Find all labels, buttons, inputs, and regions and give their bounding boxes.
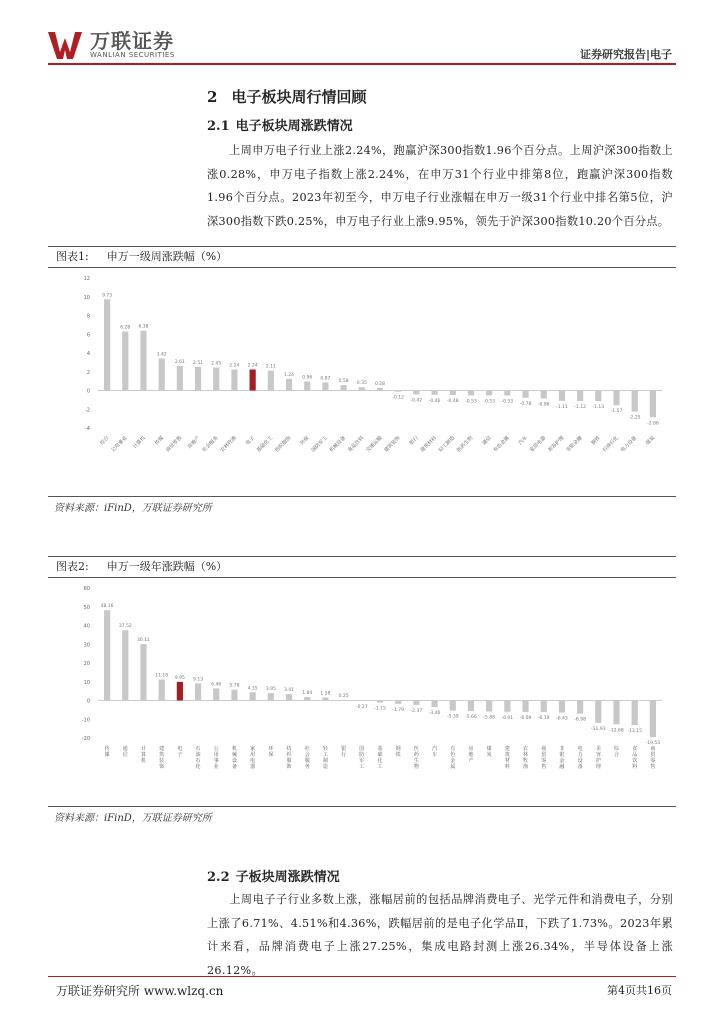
category-label: 有色金属 <box>492 435 511 454</box>
data-label: -13.15 <box>627 729 642 735</box>
y-tick-label: 6 <box>86 332 90 339</box>
bar <box>468 391 474 396</box>
section-title: 子板块周涨跌情况 <box>235 870 340 885</box>
figure1-header <box>48 246 676 268</box>
category-label: 非银金融 <box>565 435 584 454</box>
y-tick-label: 10 <box>83 679 90 686</box>
bar <box>341 385 347 390</box>
bar <box>632 391 638 412</box>
data-label: 0.28 <box>374 381 386 387</box>
wanlian-logo-icon <box>48 30 84 60</box>
bar <box>613 391 619 406</box>
data-label: -5.88 <box>483 715 495 721</box>
data-label: -0.46 <box>428 398 441 404</box>
category-label: 公用事业 <box>213 746 219 770</box>
logo-chinese-name: 万联证券 <box>90 29 174 53</box>
category-label: 通信 <box>481 435 493 447</box>
bar <box>413 701 419 705</box>
category-label: 农林牧渔 <box>523 746 529 770</box>
data-label: 9.95 <box>174 675 185 681</box>
data-label: 4.35 <box>247 686 258 692</box>
category-label: 商贸零售 <box>650 746 656 770</box>
bar <box>104 299 110 390</box>
bar <box>231 370 237 391</box>
bar <box>304 382 310 391</box>
bar <box>322 698 328 701</box>
y-tick-label: 0 <box>86 698 90 705</box>
category-label: 医药生物 <box>455 435 475 454</box>
category-label: 石油石化 <box>601 435 620 454</box>
category-label: 电子 <box>177 746 183 758</box>
footer-divider <box>48 976 676 977</box>
data-label: -2.86 <box>647 421 659 427</box>
section-title: 电子板块周涨跌情况 <box>235 119 353 134</box>
category-label: 传媒 <box>104 746 110 758</box>
bar <box>577 701 583 714</box>
data-label: -0.53 <box>465 399 477 405</box>
bar <box>431 701 437 707</box>
data-label: -6.09 <box>519 715 532 721</box>
bar <box>595 391 601 402</box>
data-label: -0.53 <box>501 399 514 405</box>
category-label: 煤炭 <box>644 435 657 447</box>
data-label: -3.46 <box>428 710 441 716</box>
bar <box>122 332 128 391</box>
bar <box>395 391 401 392</box>
paragraph-text: 上周电子子行业多数上涨，涨幅居前的包括品牌消费电子、光学元件和消费电子，分别上涨了6.71%、4.51%和4.36%，跌幅居前的是电子化学品Ⅱ，下跌了1.73%。2023年累计来看，品牌消费电子上涨27.25%，集成电路封测上涨26.34%，半导体设备上涨26.12%。 <box>207 893 673 977</box>
section-heading-2-1 <box>207 115 353 134</box>
category-label: 家用电器 <box>528 435 548 454</box>
category-label: 通信 <box>122 746 128 758</box>
data-label: -0.53 <box>483 399 495 405</box>
category-label: 石油石化 <box>195 746 201 770</box>
category-label: 纺织服饰 <box>274 435 293 454</box>
data-label: -1.79 <box>392 707 405 713</box>
category-label: 公用事业 <box>110 435 129 454</box>
category-label: 非银金融 <box>559 746 565 770</box>
data-label: -0.78 <box>519 401 532 407</box>
category-label: 煤炭 <box>486 746 492 758</box>
data-label: -1.12 <box>574 405 586 410</box>
category-label: 汽车 <box>432 746 438 758</box>
bar <box>486 391 492 396</box>
section-title: 电子板块周行情回顾 <box>231 88 367 106</box>
data-label: 6.46 <box>211 682 222 688</box>
data-label: -0.86 <box>537 402 550 408</box>
bar <box>104 610 110 700</box>
category-label: 食品饮料 <box>346 435 366 454</box>
section-heading-2 <box>207 86 366 107</box>
category-label: 建筑材料 <box>504 746 510 770</box>
category-label: 医药生物 <box>413 746 419 770</box>
category-label: 银行 <box>341 746 347 758</box>
data-label: -1.13 <box>592 405 605 411</box>
bar <box>359 701 365 702</box>
report-type: 证券研究报告|电子 <box>579 48 672 61</box>
figure1-source: 资料来源：iFinD，万联证券研究所 <box>48 496 676 514</box>
category-label: 电子 <box>244 435 257 447</box>
bar <box>177 366 183 390</box>
bar <box>231 690 237 701</box>
category-label: 环保 <box>268 746 274 758</box>
data-label: 11.18 <box>155 673 169 679</box>
data-label: 0.35 <box>356 381 367 387</box>
data-label: 9.13 <box>193 677 204 683</box>
data-label: 2.24 <box>247 363 258 369</box>
y-tick-label: 2 <box>86 369 90 376</box>
bar <box>413 391 419 395</box>
y-tick-label: -2 <box>85 407 90 414</box>
bar <box>450 701 456 711</box>
category-label: 综合 <box>614 746 620 758</box>
data-label: 3.95 <box>265 687 276 693</box>
category-label: 汽车 <box>517 435 529 447</box>
data-label: 5.78 <box>229 683 240 689</box>
y-tick-label: 40 <box>83 623 90 630</box>
bar <box>250 692 256 700</box>
category-label: 农林牧渔 <box>219 435 238 454</box>
data-label: -1.11 <box>556 404 568 410</box>
category-label: 国防军工 <box>310 435 329 454</box>
figure-title: 申万一级年涨跌幅（%） <box>106 560 228 573</box>
category-label: 传媒 <box>153 435 166 447</box>
bar <box>159 680 165 701</box>
data-label: -1.15 <box>374 706 386 712</box>
category-label: 电力设备 <box>577 746 583 770</box>
bar <box>504 701 510 712</box>
bar <box>140 331 146 391</box>
bar <box>577 391 583 402</box>
data-label: 1.24 <box>284 372 295 378</box>
data-label: -0.12 <box>392 395 405 401</box>
bar <box>632 701 638 726</box>
bar <box>559 701 565 713</box>
y-tick-label: 10 <box>83 294 90 301</box>
y-tick-label: -4 <box>85 426 90 432</box>
bar <box>322 382 328 390</box>
data-label: -0.42 <box>410 398 423 404</box>
data-label: 3.41 <box>284 688 295 694</box>
data-label: 30.11 <box>137 638 150 644</box>
bar <box>341 700 347 701</box>
bar <box>377 388 383 391</box>
data-label: -5.66 <box>465 715 477 721</box>
y-tick-label: 50 <box>83 604 90 611</box>
category-label: 建筑材料 <box>419 435 438 454</box>
section-2-1-paragraph <box>207 139 673 233</box>
category-label: 国防军工 <box>359 746 365 770</box>
bar <box>359 387 365 390</box>
category-label: 社会服务 <box>304 746 310 770</box>
bar <box>650 391 656 418</box>
data-label: -0.48 <box>446 399 459 404</box>
category-label: 机械设备 <box>328 435 348 454</box>
category-label: 计算机 <box>132 435 147 451</box>
category-label: 环保 <box>299 435 311 447</box>
category-label: 食品饮料 <box>632 746 638 770</box>
data-label: -6.01 <box>501 715 514 721</box>
data-label: 0.87 <box>320 376 331 382</box>
bar <box>286 694 292 700</box>
bar <box>522 391 528 398</box>
figure2-source: 资料来源：iFinD，万联证券研究所 <box>48 806 676 824</box>
data-label: -6.43 <box>556 716 568 722</box>
data-label: 6.38 <box>138 324 149 330</box>
data-label: 2.24 <box>229 363 240 369</box>
section-2-2-paragraph <box>207 888 673 982</box>
data-label: -2.37 <box>410 708 423 714</box>
yearly-change-bar-chart <box>48 578 676 800</box>
data-label: 9.73 <box>102 293 113 299</box>
category-label: 交通运输 <box>365 435 384 454</box>
category-label: 基础化工 <box>377 746 383 770</box>
footer-website: 万联证券研究所 www.wlzq.cn <box>56 984 224 998</box>
data-label: 1.84 <box>302 691 313 697</box>
bar <box>522 701 528 712</box>
y-tick-label: 20 <box>83 661 90 667</box>
bar <box>122 630 128 700</box>
bar <box>195 367 201 391</box>
bar <box>595 701 601 723</box>
bar <box>541 701 547 713</box>
bar <box>431 391 437 395</box>
data-label: -5.39 <box>446 714 459 720</box>
category-label: 计算机 <box>140 746 146 764</box>
bar <box>304 697 310 700</box>
category-label: 电力设备 <box>619 435 639 454</box>
data-label: 6.28 <box>120 325 131 331</box>
category-label: 建筑装饰 <box>383 435 402 454</box>
category-label: 轻工制造 <box>322 746 328 770</box>
page-number: 第4页共16页 <box>607 984 672 997</box>
category-label: 美容护理 <box>546 435 566 454</box>
data-label: 0.96 <box>302 375 313 381</box>
data-label: -1.57 <box>610 409 623 415</box>
data-label: 37.52 <box>118 624 132 630</box>
category-label: 建筑装饰 <box>159 746 165 770</box>
bar <box>177 682 183 701</box>
bar <box>140 644 146 700</box>
figure-title: 申万一级周涨跌幅（%） <box>106 250 228 263</box>
category-label: 钢铁 <box>590 435 602 447</box>
bar <box>504 391 510 396</box>
data-label: -0.27 <box>355 705 368 711</box>
bar <box>541 391 547 399</box>
data-label: 3.42 <box>156 352 167 358</box>
data-label: -12.68 <box>609 728 624 734</box>
logo-english-name: WANLIAN SECURITIES <box>90 51 175 59</box>
bar <box>195 683 201 700</box>
category-label: 社会服务 <box>201 435 220 454</box>
data-label: 48.16 <box>100 604 114 610</box>
bar <box>377 701 383 703</box>
weekly-change-bar-chart <box>48 268 676 490</box>
section-heading-2-2 <box>207 866 340 885</box>
bar <box>486 701 492 712</box>
category-label: 纺织服饰 <box>286 746 292 770</box>
bar <box>268 371 274 391</box>
bar <box>468 701 474 712</box>
data-label: -2.25 <box>628 415 641 421</box>
bar <box>286 379 292 391</box>
y-tick-label: 30 <box>83 642 90 649</box>
data-label: 2.61 <box>174 360 185 366</box>
category-label: 房地产 <box>468 746 474 764</box>
bar <box>213 688 219 700</box>
y-tick-label: 0 <box>86 388 90 395</box>
section-number: 2.2 <box>207 870 230 885</box>
data-label: 0.58 <box>338 379 349 385</box>
category-label: 商贸零售 <box>164 435 184 454</box>
category-label: 轻工制造 <box>437 435 457 454</box>
data-label: 0.25 <box>338 694 349 700</box>
category-label: 美容护理 <box>595 746 601 770</box>
data-label: -11.93 <box>591 726 606 732</box>
category-label: 商贸零售 <box>541 746 547 770</box>
bar <box>213 368 219 391</box>
section-number: 2.1 <box>207 119 230 134</box>
category-label: 基础化工 <box>255 435 275 454</box>
data-label: 2.51 <box>193 360 204 366</box>
y-tick-label: 4 <box>86 351 90 357</box>
figure-label: 图表1: <box>56 250 89 263</box>
header-divider <box>48 63 676 65</box>
bar <box>613 701 619 725</box>
category-label: 银行 <box>408 435 420 447</box>
category-label: 家用电器 <box>250 746 256 770</box>
y-tick-label: 8 <box>86 313 90 320</box>
data-label: 1.58 <box>320 691 331 697</box>
category-label: 房地产 <box>186 435 202 451</box>
bar <box>159 358 165 390</box>
bar <box>268 693 274 700</box>
bar <box>650 701 656 738</box>
bar <box>250 370 256 391</box>
y-tick-label: 60 <box>83 586 90 592</box>
company-logo <box>48 30 175 60</box>
category-label: 钢铁 <box>395 746 401 758</box>
bar <box>395 701 401 704</box>
data-label: -6.98 <box>574 717 586 723</box>
bar <box>450 391 456 396</box>
data-label: -6.19 <box>537 716 550 722</box>
y-tick-label: 12 <box>83 276 90 282</box>
data-label: 2.11 <box>265 364 276 370</box>
bar <box>559 391 565 401</box>
section-number: 2 <box>207 88 218 106</box>
category-label: 综合 <box>99 435 111 447</box>
data-label: 2.45 <box>211 361 222 367</box>
y-tick-label: -10 <box>81 717 90 724</box>
category-label: 机械设备 <box>231 746 237 770</box>
figure2-header <box>48 556 676 578</box>
paragraph-text: 上周申万电子行业上涨2.24%，跑赢沪深300指数1.96个百分点。上周沪深300指数上涨0.28%，申万电子指数上涨2.24%，在申万31个行业中排第8位，跑赢沪深300指数1.96个百分点。2023年初至今，申万电子行业涨幅在申万一级31个行业中排名第5位，沪深300指数下跌0.25%，申万电子行业上涨9.95%，领先于沪深300指数10.20个百分点。 <box>207 144 673 228</box>
y-tick-label: -20 <box>81 736 90 742</box>
figure-label: 图表2: <box>56 560 89 573</box>
data-label: -19.53 <box>645 741 661 747</box>
category-label: 有色金属 <box>450 746 456 770</box>
